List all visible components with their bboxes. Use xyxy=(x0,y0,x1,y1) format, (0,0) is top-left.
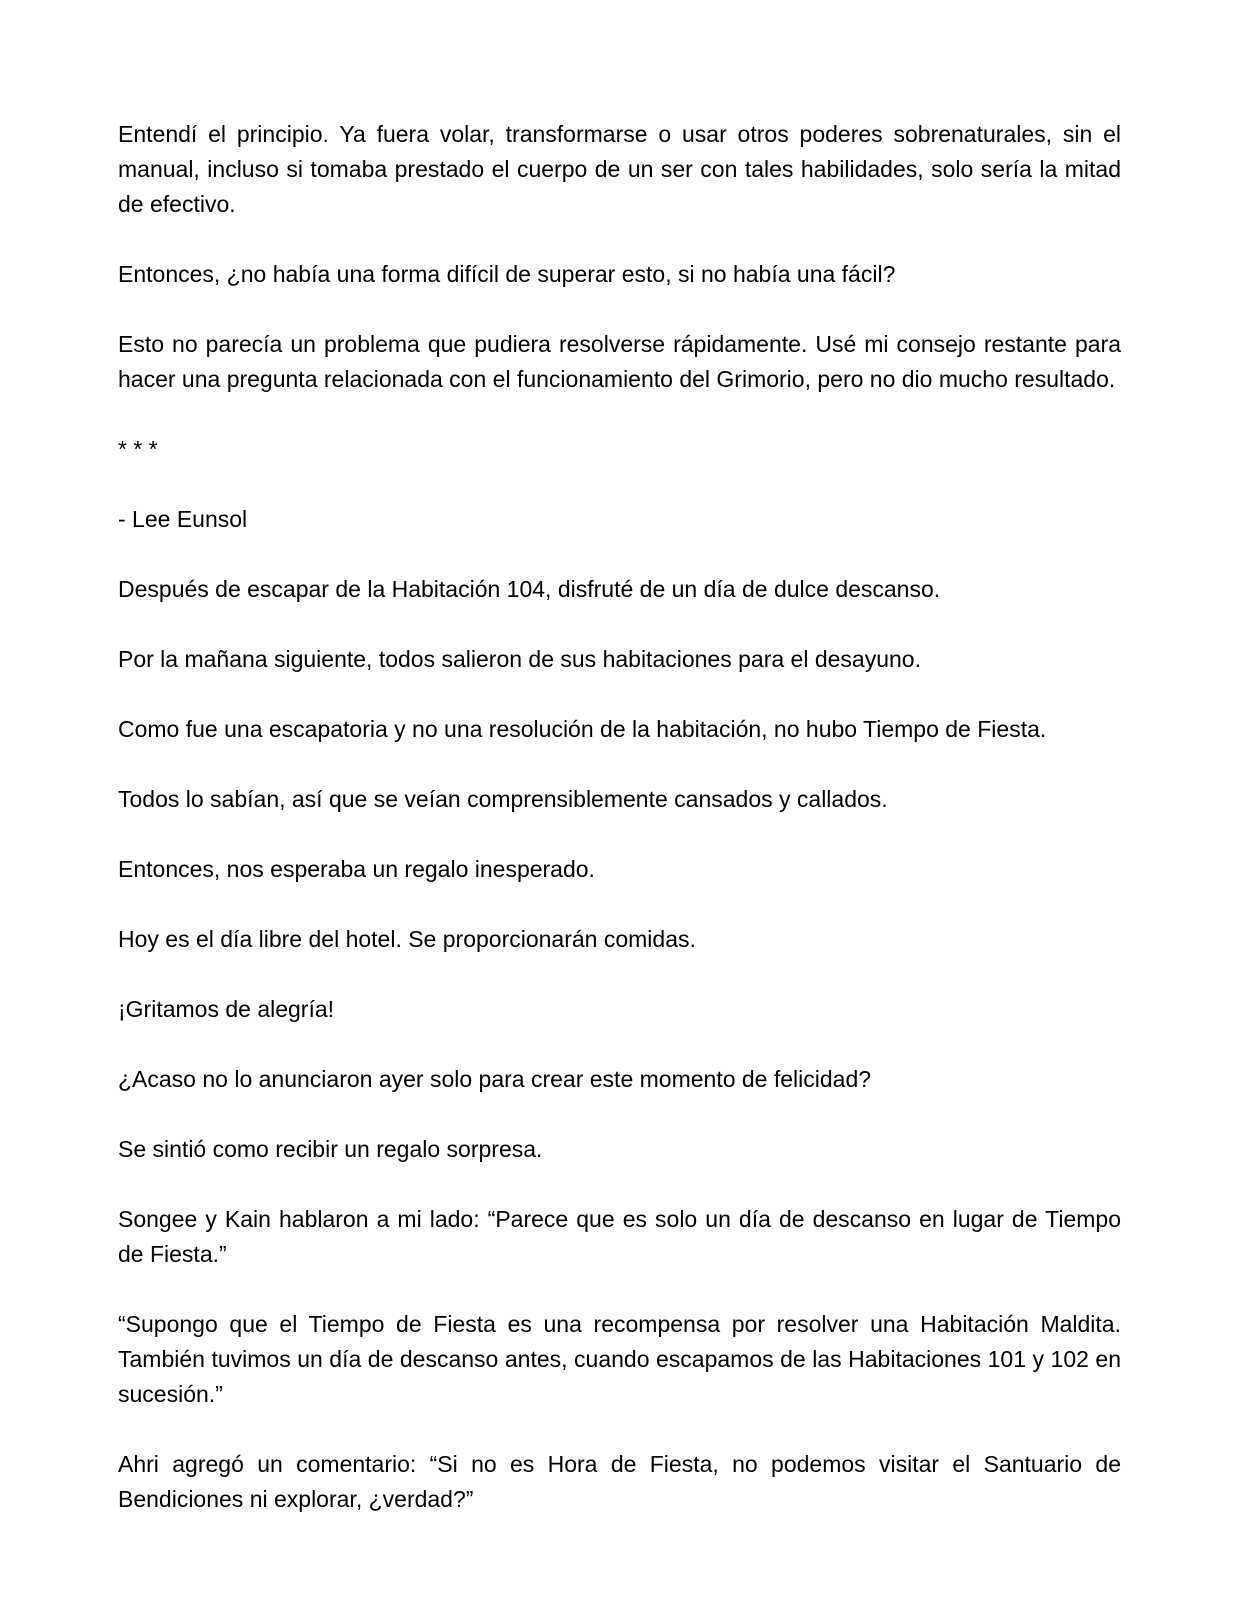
paragraph-4: Después de escapar de la Habitación 104, disfruté de un día de dulce descanso. xyxy=(118,576,941,602)
paragraph-12: Se sintió como recibir un regalo sorpresa. xyxy=(118,1136,543,1162)
paragraph-2: Entonces, ¿no había una forma difícil de superar esto, si no había una fácil? xyxy=(118,261,896,287)
scene-break: * * * xyxy=(118,436,158,462)
paragraph-5: Por la mañana siguiente, todos salieron de sus habitaciones para el desayuno. xyxy=(118,646,921,672)
paragraph-15: Ahri agregó un comentario: “Si no es Hora de Fiesta, no podemos visitar el Santuario de Bendiciones ni explorar, ¿verdad?” xyxy=(118,1451,1121,1512)
paragraph-7: Todos lo sabían, así que se veían comprensiblemente cansados y callados. xyxy=(118,786,888,812)
paragraph-11: ¿Acaso no lo anunciaron ayer solo para crear este momento de felicidad? xyxy=(118,1066,872,1092)
paragraph-13: Songee y Kain hablaron a mi lado: “Parece que es solo un día de descanso en lugar de Tiempo de Fiesta.” xyxy=(118,1206,1121,1267)
paragraph-10: ¡Gritamos de alegría! xyxy=(118,996,335,1022)
paragraph-3: Esto no parecía un problema que pudiera resolverse rápidamente. Usé mi consejo restante para hacer una pregunta relacionada con el funcionamiento del Grimorio, pero no dio mucho resultado. xyxy=(118,331,1121,392)
paragraph-9: Hoy es el día libre del hotel. Se proporcionarán comidas. xyxy=(118,926,696,952)
paragraph-1: Entendí el principio. Ya fuera volar, transformarse o usar otros poderes sobrenaturales, sin el manual, incluso si tomaba prestado el cuerpo de un ser con tales habilidades, solo sería la mitad de efectivo. xyxy=(118,121,1121,217)
paragraph-6: Como fue una escapatoria y no una resolución de la habitación, no hubo Tiempo de Fiesta. xyxy=(118,716,1047,742)
pov-heading: - Lee Eunsol xyxy=(118,506,248,532)
paragraph-8: Entonces, nos esperaba un regalo inesperado. xyxy=(118,856,595,882)
paragraph-14: “Supongo que el Tiempo de Fiesta es una recompensa por resolver una Habitación Maldita. También tuvimos un día de descanso antes, cuando escapamos de las Habitaciones 101 y 102 en sucesión.” xyxy=(118,1311,1121,1407)
